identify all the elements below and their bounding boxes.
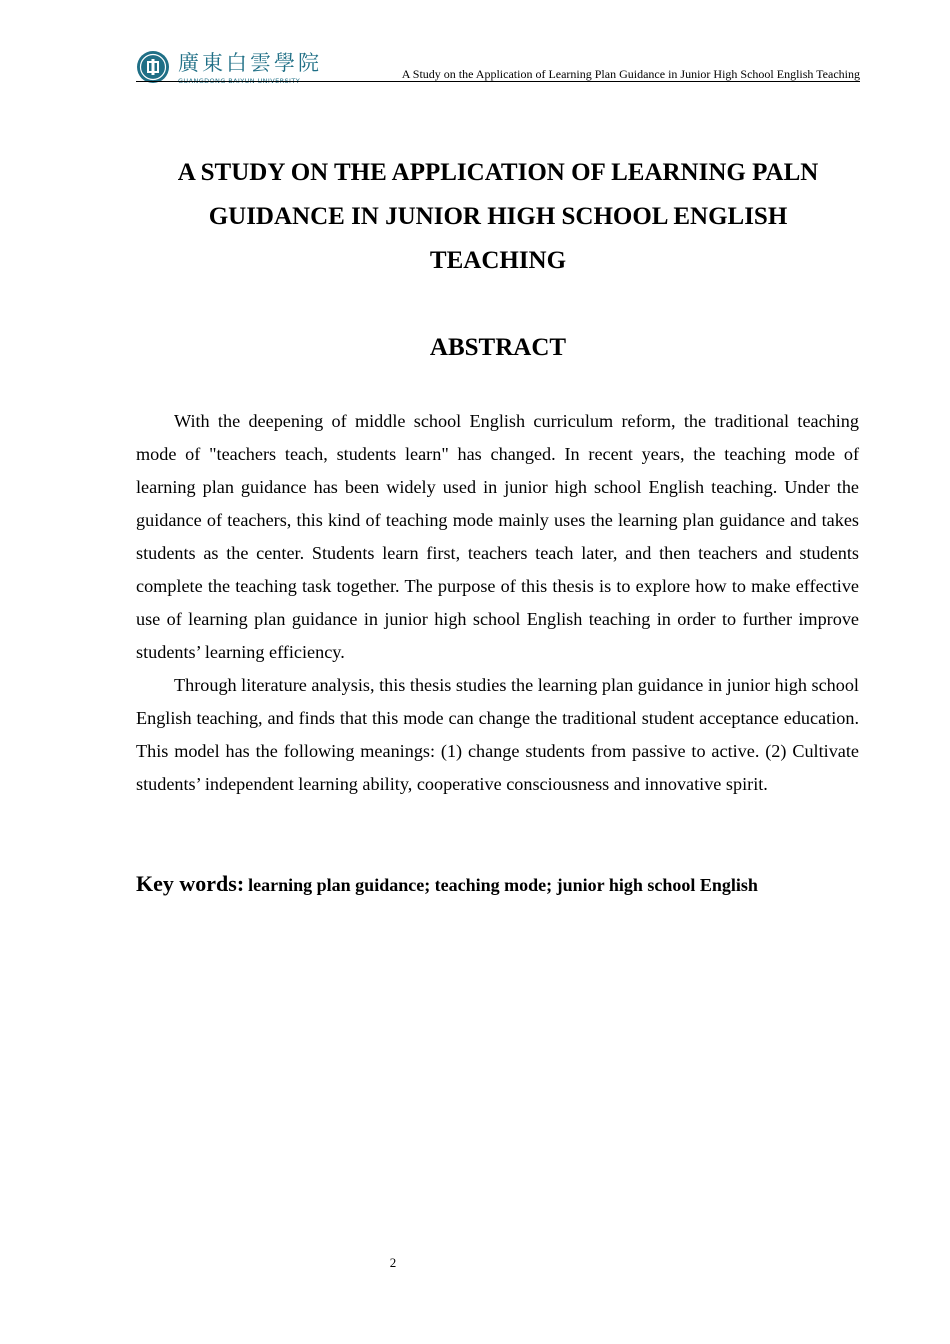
header-divider bbox=[136, 81, 860, 82]
logo-chinese-text: 廣東白雲學院 bbox=[178, 51, 322, 75]
abstract-heading: ABSTRACT bbox=[429, 334, 567, 361]
abstract-paragraph: Through literature analysis, this thesis studies the learning plan guidance in junior high school English teaching, and finds that this mode can change the traditional student acceptance education. This model has the following meanings: (1) change students from passive to active. (2) Cultivate students’ independent learning ability, cooperative consciousness and innovative spirit. bbox=[136, 675, 859, 794]
keywords bbox=[136, 871, 758, 897]
page-header bbox=[136, 46, 860, 84]
title-line: A STUDY ON THE APPLICATION OF LEARNING PALN bbox=[177, 159, 819, 186]
keywords-text: learning plan guidance; teaching mode; junior high school English bbox=[248, 875, 758, 895]
logo-english-text: GUANGDONG BAIYUN UNIVERSITY bbox=[178, 77, 301, 85]
abstract-paragraph: With the deepening of middle school English curriculum reform, the traditional teaching mode of "teachers teach, students learn" has changed. In recent years, the teaching mode of learning plan guidance has been widely used in junior high school English teaching. Under the guidance of teachers, this kind of teaching mode mainly uses the learning plan guidance and takes students as the center. Students learn first, teachers teach later, and then teachers and students complete the teaching task together. The purpose of this thesis is to explore how to make effective use of learning plan guidance in junior high school English teaching in order to further improve students’ learning efficiency. bbox=[136, 411, 859, 662]
running-title: A Study on the Application of Learning Plan Guidance in Junior High School English Teaching bbox=[401, 67, 860, 81]
thesis-title bbox=[136, 151, 860, 283]
university-seal-icon bbox=[136, 50, 170, 84]
university-logo bbox=[136, 50, 322, 88]
title-line: GUIDANCE IN JUNIOR HIGH SCHOOL ENGLISH bbox=[208, 203, 788, 230]
keywords-label: Key words: bbox=[136, 871, 245, 896]
page-number: 2 bbox=[389, 1255, 397, 1270]
title-line: TEACHING bbox=[429, 247, 567, 274]
abstract-body bbox=[136, 405, 859, 801]
